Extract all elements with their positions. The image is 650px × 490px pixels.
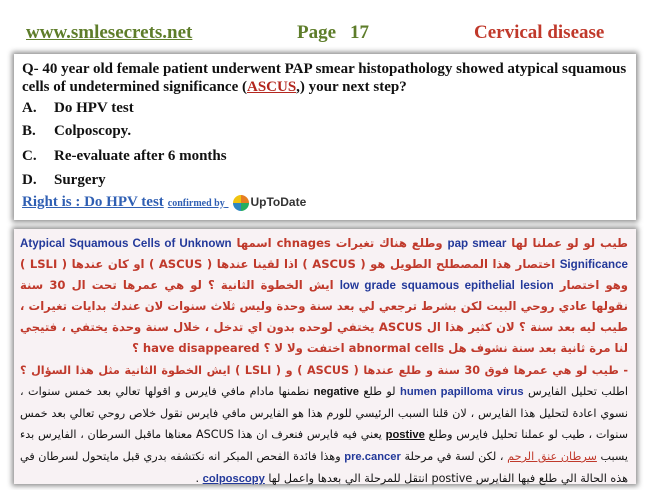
p2-seg: ، لكن لسة في مرحلة	[400, 450, 508, 463]
question-card	[14, 54, 636, 220]
page-indicator	[297, 22, 369, 44]
confirmed-by-text: confirmed by	[167, 198, 225, 209]
question-text-start: Q- 40 year old female patient underwent PAP smear histopathology showed atypical squamous cells of undetermined significance (	[22, 61, 627, 95]
topic-title: Cervical disease	[474, 22, 605, 43]
p2-seg: يعني فيه فايرس فنعرف ان هذا ASCUS معناها ماقبل السرطان ، الفايرس بدء يسبب	[20, 428, 628, 463]
page-label: Page	[297, 22, 337, 43]
option-c	[22, 148, 227, 165]
option-letter: D.	[22, 172, 37, 188]
site-link[interactable]: www.smlesecrets.net	[26, 22, 193, 43]
option-text: Re-evaluate after 6 months	[54, 148, 227, 164]
ascus-highlight: ASCUS	[246, 79, 297, 95]
p1-seg: اختصار هذا المصطلح الطويل هو ( ASCUS ) اذا لقينا عندها ( ASCUS ) او كان عندها ( LSLI ) وهو اختصار	[20, 257, 628, 292]
negative-term: negative	[313, 386, 359, 398]
lsil-fullname: low grade squamous epithelial lesion	[339, 279, 554, 292]
option-letter: A.	[22, 100, 37, 116]
p2-seg: .	[195, 472, 203, 485]
p1-seg: ايش الخطوة الثانية ؟ لو هي عمرها تحت ال 30 سنة نقولها عادي روحي البيت لكن بشرط ترجعي لي بعد سنة وحدة وليس ثلاث سنوات لان عندك بدايات تغيرات ، طيب ليه بعد سنة ؟ لان كثير هذا ال ASCUS يختفي لوحده بدون اي تدخل ، خلال سنة وحدة يختفي ، فتيجي لنا مرة ثانية بعد سنة نشوف هل abnormal cells اختفت ولا لا ؟ have disappeared ؟	[20, 278, 628, 355]
ascus-fullname: Atypical Squamous Cells of Unknown Significance	[20, 237, 628, 271]
explanation-paragraph-2	[20, 360, 628, 490]
answer-text: Right is : Do HPV test	[22, 194, 164, 210]
cervical-cancer-term: سرطان عنق الرحم	[507, 450, 597, 463]
option-b	[22, 123, 131, 140]
explanation-paragraph-1	[20, 233, 628, 359]
hpv-term: humen papilloma virus	[400, 386, 524, 398]
uptodate-logo	[233, 195, 307, 211]
p1-seg: طيب لو لو عملنا لها	[506, 236, 628, 250]
explanation-card	[14, 229, 636, 484]
option-d	[22, 172, 106, 189]
option-letter: C.	[22, 148, 37, 164]
uptodate-label: UpToDate	[250, 194, 307, 209]
p2-seg: نطمنها مادام مافي فايرس و اقولها تعالي بعد خمس سنوات ، نسوي اعادة لتحليل هذا الفايرس ، لان قلنا السبب الرئيسي للورم هذا هو الفايرس مافي فايرس نقول خلاص روحي تعالي بعد خمس سنوات ، طيب لو عملنا تحليل فايرس وطلع	[20, 385, 628, 441]
p2-seg: وهذا فائدة الفحص المبكر انه نكتشفه بدري قبل مايتحول لسرطان في هذه الحالة الي طلع فيها الفايرس postive انتقل للمرحلة الي بعدها واعمل لها	[20, 450, 628, 485]
precancer-term: pre.cancer	[344, 451, 401, 463]
question-text	[22, 60, 628, 96]
option-text: Surgery	[54, 172, 106, 188]
option-letter: B.	[22, 123, 36, 139]
option-a	[22, 100, 134, 117]
uptodate-icon	[233, 195, 249, 211]
option-text: Colposcopy.	[54, 123, 132, 139]
page-header	[0, 0, 650, 54]
colposcopy-term: colposcopy	[202, 473, 265, 485]
answer-line	[22, 194, 306, 211]
p2-seg: اطلب تحليل الفايرس	[523, 385, 628, 398]
question-text-end: ,) your next step?	[296, 79, 407, 95]
pap-smear-term: pap smear	[447, 237, 507, 250]
positive-term: postive	[385, 429, 425, 441]
p2-seg: لو طلع	[359, 385, 401, 398]
option-text: Do HPV test	[54, 100, 134, 116]
page-number: 17	[350, 22, 370, 43]
p2-heading: - طيب لو هي عمرها فوق 30 سنة و طلع عندها ( ASCUS ) و ( LSLI ) ايش الخطوة الثانية مثل هذا السؤال ؟	[20, 364, 629, 377]
p1-seg: وطلع هناك تغيرات chnages اسمها	[231, 236, 448, 250]
